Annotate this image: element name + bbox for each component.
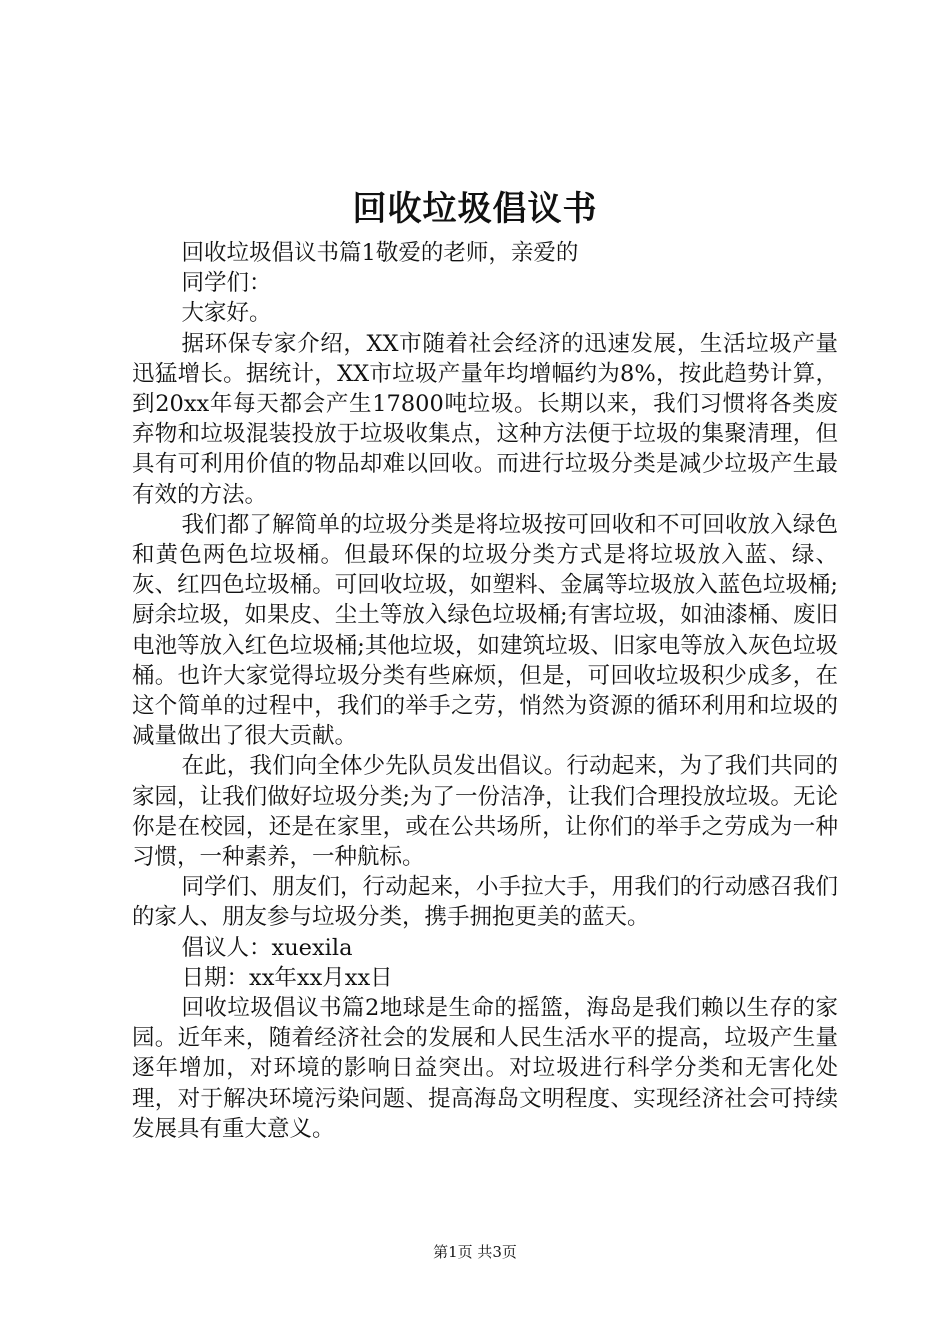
paragraph-signer: 倡议人：xuexila bbox=[181, 934, 353, 961]
paragraph: 我们都了解简单的垃圾分类是将垃圾按可回收和不可回收放入绿色和黄色两色垃圾桶。但最环保的垃圾分类方式是将垃圾放入蓝、绿、灰、红四色垃圾桶。可回收垃圾，如塑料、金属等垃圾放入蓝色垃圾桶;厨余垃圾，如果皮、尘土等放入绿色垃圾桶;有害垃圾，如油漆桶、废旧电池等放入红色垃圾桶;其他垃圾，如建筑垃圾、旧家电等放入灰色垃圾桶。也许大家觉得垃圾分类有些麻烦，但是，可回收垃圾积少成多，在这个简单的过程中，我们的举手之劳，悄然为资源的循环利用和垃圾的减量做出了很大贡献。 bbox=[132, 511, 838, 750]
paragraph: 同学们、朋友们，行动起来，小手拉大手，用我们的行动感召我们的家人、朋友参与垃圾分类，携手拥抱更美的蓝天。 bbox=[132, 874, 838, 931]
document-body bbox=[132, 238, 838, 1144]
page-footer: 第1页 共3页 bbox=[433, 1243, 517, 1261]
paragraph-greeting: 大家好。 bbox=[181, 300, 272, 327]
paragraph: 回收垃圾倡议书篇2地球是生命的摇篮，海岛是我们赖以生存的家园。近年来，随着经济社会的发展和人民生活水平的提高，垃圾产生量逐年增加，对环境的影响日益突出。对垃圾进行科学分类和无害化处理，对于解决环境污染问题、提高海岛文明程度、实现经济社会可持续发展具有重大意义。 bbox=[132, 995, 838, 1142]
paragraph: 据环保专家介绍，XX市随着社会经济的迅速发展，生活垃圾产量迅猛增长。据统计，XX市垃圾产量年均增幅约为8%，按此趋势计算，到20xx年每天都会产生17800吨垃圾。长期以来，我们习惯将各类废弃物和垃圾混装投放于垃圾收集点，这种方法便于垃圾的集聚清理，但具有可利用价值的物品却难以回收。而进行垃圾分类是减少垃圾产生最有效的方法。 bbox=[132, 330, 838, 508]
paragraph: 在此，我们向全体少先队员发出倡议。行动起来，为了我们共同的家园，让我们做好垃圾分类;为了一份洁净，让我们合理投放垃圾。无论你是在校园，还是在家里，或在公共场所，让你们的举手之劳成为一种习惯，一种素养，一种航标。 bbox=[132, 753, 838, 871]
paragraph-intro: 回收垃圾倡议书篇1敬爱的老师，亲爱的 bbox=[181, 240, 579, 266]
document-title: 回收垃圾倡议书 bbox=[352, 189, 598, 229]
paragraph-salutation: 同学们： bbox=[181, 270, 272, 297]
paragraph-date: 日期：xx年xx月xx日 bbox=[181, 964, 393, 991]
